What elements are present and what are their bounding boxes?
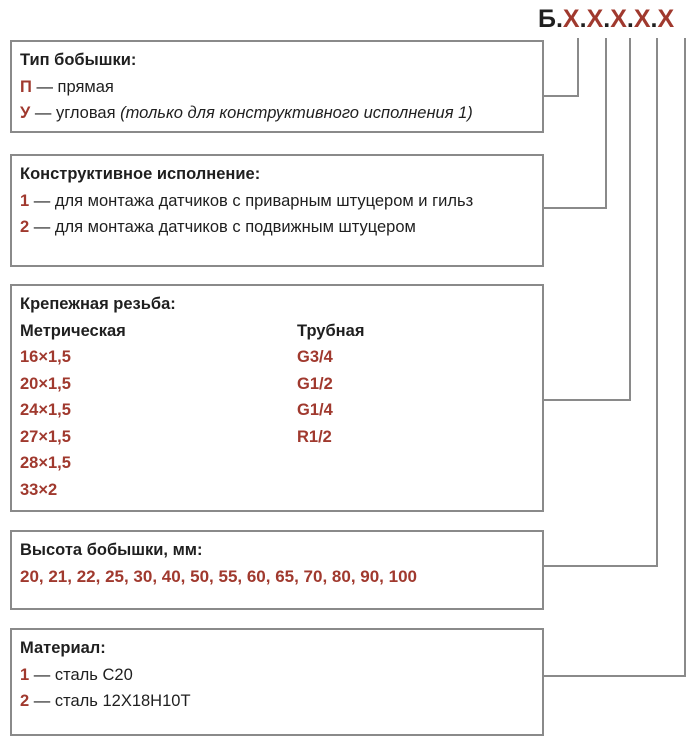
metric-thread-value: 33×2 — [20, 480, 58, 499]
metric-thread-value: 24×1,5 — [20, 401, 71, 419]
option-key: П — [20, 77, 32, 96]
material-option — [20, 688, 534, 715]
code-position-design: X — [586, 5, 604, 33]
design-title: Конструктивное исполнение: — [20, 165, 261, 183]
code-separator: . — [650, 5, 658, 33]
option-key: У — [20, 104, 31, 122]
option-text: — угловая — [34, 104, 116, 122]
height-title: Высота бобышки, мм: — [20, 541, 203, 559]
option-text: — сталь С20 — [33, 665, 133, 684]
pipe-thread-value: G1/2 — [297, 374, 333, 393]
option-key: 2 — [20, 692, 30, 710]
metric-thread-value: 16×1,5 — [20, 348, 71, 366]
code-separator: . — [626, 5, 634, 33]
metric-thread-value: 28×1,5 — [20, 454, 71, 472]
option-key: 1 — [20, 191, 30, 210]
boss-type-option — [20, 100, 534, 127]
pipe-thread-value: G3/4 — [297, 348, 333, 366]
code-position-height: X — [633, 5, 651, 33]
design-option — [20, 188, 534, 215]
boss-type-section — [10, 40, 544, 133]
connector-height — [544, 38, 657, 566]
option-text: — для монтажа датчиков с приварным штуцером и гильз — [33, 191, 474, 210]
metric-header: Метрическая — [20, 321, 126, 340]
pipe-column — [297, 318, 364, 451]
material-section — [10, 628, 544, 736]
height-values: 20, 21, 22, 25, 30, 40, 50, 55, 60, 65, 70, 80, 90, 100 — [20, 566, 417, 586]
option-key: 2 — [20, 218, 30, 236]
thread-section — [10, 284, 544, 512]
metric-column — [20, 318, 534, 504]
metric-thread-value: 20×1,5 — [20, 374, 71, 393]
boss-type-title: Тип бобышки: — [20, 51, 137, 69]
option-note: (только для конструктивного исполнения 1) — [120, 104, 473, 122]
connector-design — [544, 38, 606, 208]
code-position-boss-type: X — [562, 5, 580, 33]
design-option — [20, 214, 534, 241]
material-option — [20, 662, 534, 689]
option-text: — для монтажа датчиков с подвижным штуцером — [33, 218, 416, 236]
design-section — [10, 154, 544, 267]
thread-columns — [20, 318, 534, 504]
pipe-thread-value: G1/4 — [297, 401, 333, 419]
option-key: 1 — [20, 665, 30, 684]
thread-title: Крепежная резьба: — [20, 295, 176, 313]
connector-thread — [544, 38, 630, 400]
pipe-thread-value: R1/2 — [297, 427, 332, 446]
code-position-material: X — [657, 5, 675, 33]
connector-material — [544, 38, 685, 676]
material-title: Материал: — [20, 639, 106, 657]
code-separator: . — [579, 5, 587, 33]
code-separator: . — [603, 5, 611, 33]
code-position-thread: X — [610, 5, 627, 33]
height-section — [10, 530, 544, 610]
option-text: — прямая — [36, 77, 114, 96]
boss-type-option — [20, 74, 534, 101]
code-separator: . — [555, 5, 563, 33]
code-prefix: Б — [538, 5, 556, 33]
metric-thread-value: 27×1,5 — [20, 427, 71, 446]
connector-boss-type — [544, 38, 578, 96]
pipe-header: Трубная — [297, 321, 365, 340]
option-text: — сталь 12Х18Н10Т — [33, 692, 191, 710]
